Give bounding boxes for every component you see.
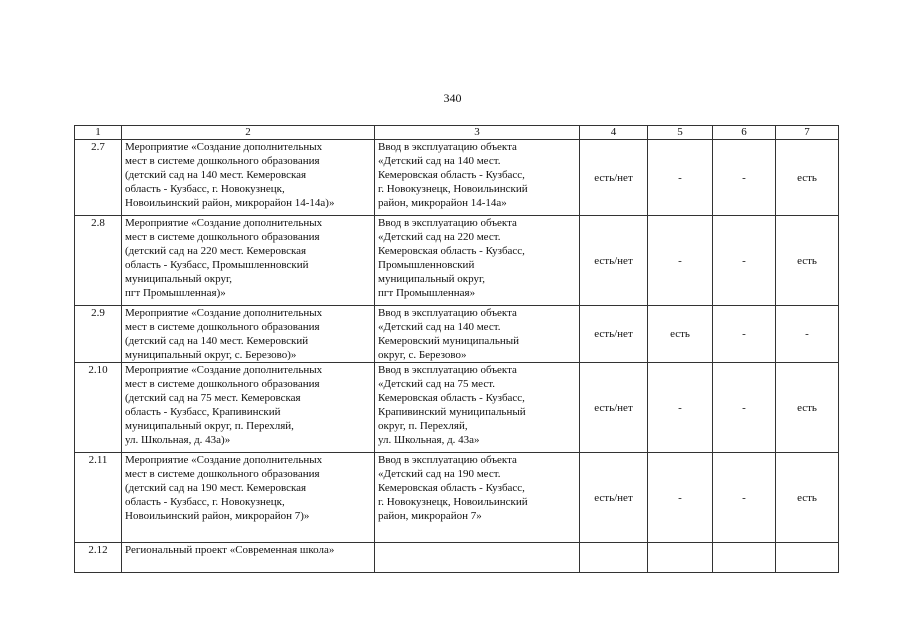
- value-cell-5: -: [648, 453, 713, 543]
- result-cell: Ввод в эксплуатацию объекта «Детский сад на 140 мест. Кемеровская область - Кузбасс, г. Новокузнецк, Новоильинский район, микрорайон 14-14а»: [375, 140, 580, 216]
- value-cell-5: -: [648, 216, 713, 306]
- column-header: 6: [713, 126, 776, 140]
- value-cell-7: есть: [776, 216, 839, 306]
- column-header: 7: [776, 126, 839, 140]
- row-number: 2.12: [75, 543, 122, 573]
- column-header: 4: [580, 126, 648, 140]
- page-number: 340: [443, 91, 462, 105]
- value-cell-5: есть: [648, 306, 713, 363]
- result-cell: Ввод в эксплуатацию объекта «Детский сад на 75 мест. Кемеровская область - Кузбасс, Крапивинский муниципальный округ, п. Перехляй, ул. Школьная, д. 43а»: [375, 363, 580, 453]
- row-number: 2.9: [75, 306, 122, 363]
- result-cell: Ввод в эксплуатацию объекта «Детский сад на 140 мест. Кемеровский муниципальный округ, с. Березово»: [375, 306, 580, 363]
- row-number: 2.8: [75, 216, 122, 306]
- value-cell-6: -: [713, 216, 776, 306]
- value-cell-5: [648, 543, 713, 573]
- value-cell-6: -: [713, 140, 776, 216]
- table-row: [75, 543, 839, 573]
- result-cell: Ввод в эксплуатацию объекта «Детский сад на 190 мест. Кемеровская область - Кузбасс, г. Новокузнецк, Новоильинский район, микрорайон 7»: [375, 453, 580, 543]
- result-cell: [375, 543, 580, 573]
- column-header: 5: [648, 126, 713, 140]
- value-cell-7: [776, 543, 839, 573]
- row-number: 2.10: [75, 363, 122, 453]
- table-row: [75, 216, 839, 306]
- row-number: 2.7: [75, 140, 122, 216]
- value-cell-6: -: [713, 453, 776, 543]
- event-cell: Мероприятие «Создание дополнительных мест в системе дошкольного образования (детский сад на 140 мест. Кемеровский муниципальный округ, с. Березово)»: [122, 306, 375, 363]
- row-number: 2.11: [75, 453, 122, 543]
- event-cell: Мероприятие «Создание дополнительных мест в системе дошкольного образования (детский сад на 190 мест. Кемеровская область - Кузбасс, г. Новокузнецк, Новоильинский район, микрорайон 7)»: [122, 453, 375, 543]
- result-cell: Ввод в эксплуатацию объекта «Детский сад на 220 мест. Кемеровская область - Кузбасс, Промышленновский муниципальный округ, пгт Промышленная»: [375, 216, 580, 306]
- value-cell-4: есть/нет: [580, 363, 648, 453]
- table-body: [75, 126, 839, 573]
- value-cell-7: есть: [776, 453, 839, 543]
- value-cell-7: -: [776, 306, 839, 363]
- value-cell-5: -: [648, 140, 713, 216]
- value-cell-4: [580, 543, 648, 573]
- value-cell-6: -: [713, 306, 776, 363]
- column-header: 2: [122, 126, 375, 140]
- column-header: 3: [375, 126, 580, 140]
- value-cell-6: -: [713, 363, 776, 453]
- value-cell-4: есть/нет: [580, 140, 648, 216]
- value-cell-5: -: [648, 363, 713, 453]
- value-cell-7: есть: [776, 363, 839, 453]
- value-cell-6: [713, 543, 776, 573]
- table-row: [75, 306, 839, 363]
- value-cell-4: есть/нет: [580, 216, 648, 306]
- table-row: [75, 363, 839, 453]
- value-cell-7: есть: [776, 140, 839, 216]
- table-row: [75, 453, 839, 543]
- indicators-table: [74, 125, 839, 573]
- value-cell-4: есть/нет: [580, 453, 648, 543]
- event-cell: Мероприятие «Создание дополнительных мест в системе дошкольного образования (детский сад на 140 мест. Кемеровская область - Кузбасс, г. Новокузнецк, Новоильинский район, микрорайон 14-14а)»: [122, 140, 375, 216]
- table-row: [75, 140, 839, 216]
- value-cell-4: есть/нет: [580, 306, 648, 363]
- column-header: 1: [75, 126, 122, 140]
- event-cell: Мероприятие «Создание дополнительных мест в системе дошкольного образования (детский сад на 220 мест. Кемеровская область - Кузбасс, Промышленновский муниципальный округ, пгт Промышленная)»: [122, 216, 375, 306]
- event-cell: Региональный проект «Современная школа»: [122, 543, 375, 573]
- table-header-row: [75, 126, 839, 140]
- event-cell: Мероприятие «Создание дополнительных мест в системе дошкольного образования (детский сад на 75 мест. Кемеровская область - Кузбасс, Крапивинский муниципальный округ, п. Перехляй, ул. Школьная, д. 43а)»: [122, 363, 375, 453]
